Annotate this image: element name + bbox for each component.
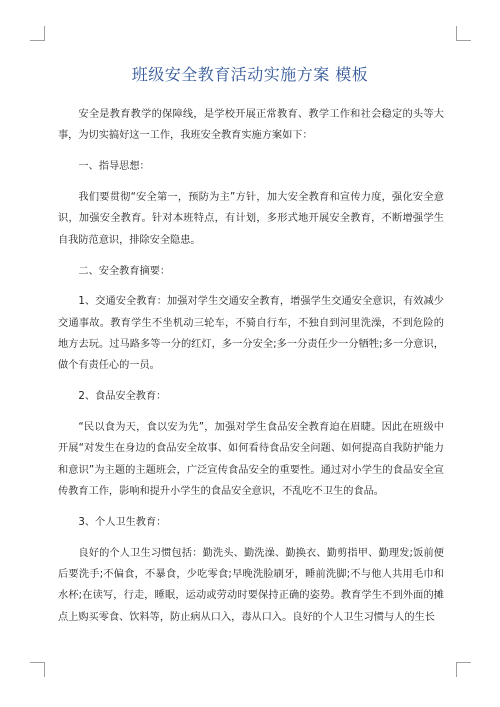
crop-mark-bottom-left bbox=[30, 662, 45, 677]
crop-mark-top-right bbox=[456, 26, 471, 41]
crop-mark-top-left bbox=[30, 26, 45, 41]
food-safety-paragraph: “民以食为天，食以安为先”，加强对学生食品安全教育迫在眉睫。因此在班级中开展“对发生在身边的食品安全故事、如何看待食品安全问题、如何提高自我防护能力和意识”为主题的主题班会，广泛宣传食品安全的重要性。通过对小学生的食品安全宣传教育工作，影响和提升小学生的食品安全意识，不乱吃不卫生的食品。 bbox=[58, 422, 444, 498]
crop-mark-bottom-right bbox=[456, 662, 471, 677]
subheading-personal-hygiene: 3、个人卫生教育： bbox=[78, 516, 167, 528]
intro-paragraph: 安全是教育教学的保障线，是学校开展正常教育、教学工作和社会稳定的头等大事，为切实搞好这一工作，我班安全教育实施方案如下： bbox=[58, 109, 444, 142]
document-body bbox=[58, 104, 444, 628]
section-heading-safety-summary: 二、安全教育摘要： bbox=[78, 265, 171, 277]
personal-hygiene-paragraph: 良好的个人卫生习惯包括：勤洗头、勤洗澡、勤换衣、勤剪指甲、勤理发;饭前便后要洗手;不偏食，不暴食，少吃零食;早晚洗脸刷牙，睡前洗脚;不与他人共用毛巾和水杯;在读写，行走，睡眠，运动或劳动时要保持正确的姿势。教育学生不到外面的摊点上购买零食、饮料等，防止病从口入，毒从口入。良好的个人卫生习惯与人的生长 bbox=[58, 547, 444, 623]
subheading-food-safety: 2、食品安全教育： bbox=[78, 391, 167, 403]
document-title: 班级安全教育活动实施方案 模板 bbox=[131, 65, 369, 84]
guiding-ideology-paragraph: 我们要贯彻“安全第一，预防为主”方针，加大安全教育和宣传力度，强化安全意识，加强安全教育。针对本班特点，有计划，多形式地开展安全教育，不断增强学生自我防范意识，排除安全隐患。 bbox=[58, 192, 444, 246]
traffic-safety-paragraph: 1、交通安全教育：加强对学生交通安全教育，增强学生交通安全意识，有效减少交通事故。教育学生不坐机动三轮车，不骑自行车，不独自到河里洗澡，不到危险的地方去玩。过马路多等一分的红灯，多一分安全;多一分责任少一分牺牲;多一分意识，做个有责任心的一员。 bbox=[58, 296, 444, 372]
section-heading-guiding-ideology: 一、指导思想： bbox=[78, 161, 150, 173]
